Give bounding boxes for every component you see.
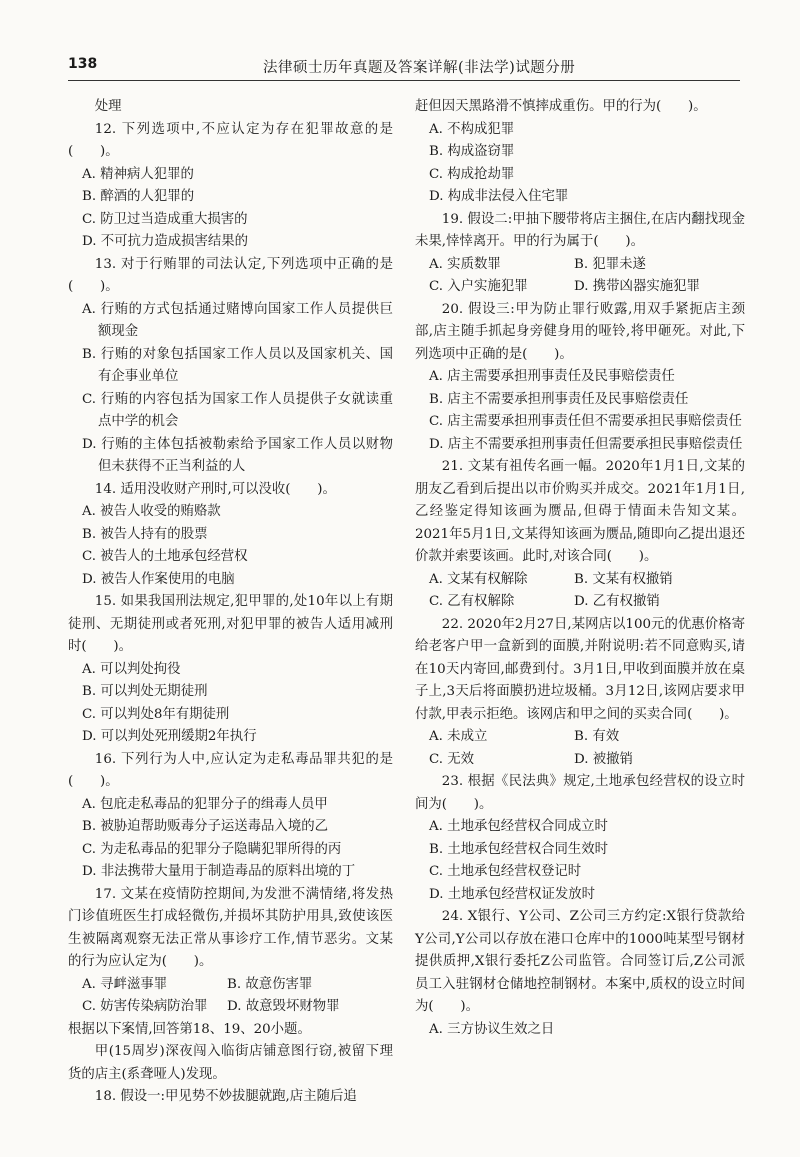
q16-option-c: C. 为走私毒品的犯罪分子隐瞒犯罪所得的丙 bbox=[82, 841, 342, 857]
page-header bbox=[68, 52, 740, 82]
question-16-stem: 16. 下列行为人中,应认定为走私毒品罪共犯的是( )。 bbox=[68, 751, 393, 789]
q21-option-b: B. 文某有权撤销 bbox=[574, 571, 673, 587]
q19-option-d: D. 携带凶器实施犯罪 bbox=[574, 279, 700, 294]
q22-option-c: C. 无效 bbox=[429, 751, 475, 767]
q15-option-a: A. 可以判处拘役 bbox=[82, 661, 181, 677]
q22-option-b: B. 有效 bbox=[574, 729, 620, 744]
question-24-stem: 24. X银行、Y公司、Z公司三方约定:X银行贷款给Y公司,Y公司以存放在港口仓库中的1000吨某型号钢材提供质押,X银行委托Z公司监管。合同签订后,Z公司派员工入驻钢材仓储地控制钢材。本案中,质权的设立时间为( )。 bbox=[415, 909, 745, 1014]
q21-options-row-1 bbox=[415, 569, 745, 592]
q16-option-a: A. 包庇走私毒品的犯罪分子的缉毒人员甲 bbox=[82, 796, 328, 812]
q17-option-c: C. 妨害传染病防治罪 bbox=[82, 999, 208, 1014]
question-15-stem: 15. 如果我国刑法规定,犯甲罪的,处10年以上有期徒刑、无期徒刑或者死刑,对犯甲罪的被告人适用减刑时( )。 bbox=[68, 594, 393, 654]
q13-option-a: A. 行贿的方式包括通过赌博向国家工作人员提供巨额现金 bbox=[82, 301, 393, 339]
q13-option-d: D. 行贿的主体包括被勒索给予国家工作人员以财物但未获得不正当利益的人 bbox=[82, 436, 393, 474]
q22-options-row-2 bbox=[415, 749, 745, 772]
question-20-stem: 20. 假设三:甲为防止罪行败露,用双手紧扼店主颈部,店主随手抓起身旁健身用的哑铃,将甲砸死。对此,下列选项中正确的是( )。 bbox=[415, 301, 745, 362]
q24-option-a: A. 三方协议生效之日 bbox=[429, 1021, 555, 1037]
q14-option-d: D. 被告人作案使用的电脑 bbox=[82, 571, 235, 587]
q20-option-b: B. 店主不需要承担刑事责任及民事赔偿责任 bbox=[429, 391, 689, 407]
q21-option-c: C. 乙有权解除 bbox=[429, 594, 515, 609]
q17-options-row-2 bbox=[68, 996, 393, 1019]
q21-option-a: A. 文某有权解除 bbox=[429, 571, 528, 587]
q22-option-d: D. 被撤销 bbox=[574, 751, 633, 767]
question-19-stem: 19. 假设二:甲抽下腰带将店主捆住,在店内翻找现金未果,悻悻离开。甲的行为属于( )。 bbox=[415, 211, 745, 249]
q14-option-c: C. 被告人的土地承包经营权 bbox=[82, 549, 248, 564]
q12-option-a: A. 精神病人犯罪的 bbox=[82, 166, 194, 182]
question-14-stem: 14. 适用没收财产刑时,可以没收( )。 bbox=[94, 481, 336, 497]
header-rule bbox=[68, 80, 740, 81]
q17-option-d: D. 故意毁坏财物罪 bbox=[227, 999, 340, 1014]
right-column bbox=[415, 96, 745, 1041]
question-17-stem: 17. 文某在疫情防控期间,为发泄不满情绪,将发热门诊值班医生打成轻微伤,并损坏其防护用具,致使该医生被隔离观察无法正常从事诊疗工作,情节恶劣。文某的行为应认定为( )。 bbox=[68, 886, 393, 969]
q12-option-c: C. 防卫过当造成重大损害的 bbox=[82, 211, 248, 227]
q16-option-d: D. 非法携带大量用于制造毒品的原料出境的丁 bbox=[82, 864, 356, 879]
q13-option-b: B. 行贿的对象包括国家工作人员以及国家机关、国有企事业单位 bbox=[82, 346, 393, 384]
question-21-stem: 21. 文某有祖传名画一幅。2020年1月1日,文某的朋友乙看到后提出以市价购买并成交。2021年1月1日,乙经鉴定得知该画为赝品,但碍于情面未告知文某。2021年5月1日,文某得知该画为赝品,随即向乙提出退还价款并索要该画。此时,对该合同( )。 bbox=[415, 459, 745, 564]
q21-option-d: D. 乙有权撤销 bbox=[574, 594, 660, 609]
q23-option-c: C. 土地承包经营权登记时 bbox=[429, 864, 582, 879]
question-13-stem: 13. 对于行贿罪的司法认定,下列选项中正确的是( )。 bbox=[68, 256, 393, 294]
q23-option-d: D. 土地承包经营权证发放时 bbox=[429, 886, 596, 902]
q13-option-c: C. 行贿的内容包括为国家工作人员提供子女就读重点中学的机会 bbox=[82, 391, 393, 429]
q20-option-a: A. 店主需要承担刑事责任及民事赔偿责任 bbox=[429, 369, 675, 384]
q18-option-b: B. 构成盗窃罪 bbox=[429, 144, 515, 159]
left-column bbox=[68, 96, 393, 1109]
q17-option-a: A. 寻衅滋事罪 bbox=[82, 976, 168, 992]
q20-option-c: C. 店主需要承担刑事责任但不需要承担民事赔偿责任 bbox=[429, 414, 742, 429]
q19-options-row-1 bbox=[415, 254, 745, 277]
q14-option-a: A. 被告人收受的贿赂款 bbox=[82, 504, 221, 519]
continued-text: 处理 bbox=[94, 99, 122, 114]
q15-option-c: C. 可以判处8年有期徒刑 bbox=[82, 706, 230, 722]
q17-options-row-1 bbox=[68, 974, 393, 997]
question-22-stem: 22. 2020年2月27日,某网店以100元的优惠价格寄给老客户甲一盒新到的面膜,并附说明:若不同意购买,请在10天内寄回,邮费到付。3月1日,甲收到面膜并放在桌子上,3天后将面膜扔进垃圾桶。3月12日,该网店要求甲付款,甲表示拒绝。该网店和甲之间的买卖合同( )。 bbox=[415, 616, 745, 722]
q19-option-b: B. 犯罪未遂 bbox=[574, 256, 646, 272]
q18-option-c: C. 构成抢劫罪 bbox=[429, 166, 515, 182]
case-intro: 根据以下案情,回答第18、19、20小题。 bbox=[68, 1021, 311, 1037]
q15-option-d: D. 可以判处死刑缓期2年执行 bbox=[82, 729, 257, 744]
page-number: 138 bbox=[68, 56, 98, 72]
question-18-stem: 18. 假设一:甲见势不妙拔腿就跑,店主随后追 bbox=[94, 1089, 357, 1104]
question-18-stem-continued: 赶但因天黑路滑不慎摔成重伤。甲的行为( )。 bbox=[415, 99, 707, 114]
q12-option-b: B. 醉酒的人犯罪的 bbox=[82, 189, 195, 204]
q12-option-d: D. 不可抗力造成损害结果的 bbox=[82, 234, 249, 249]
q16-option-b: B. 被胁迫帮助贩毒分子运送毒品入境的乙 bbox=[82, 819, 328, 834]
q15-option-b: B. 可以判处无期徒刑 bbox=[82, 684, 208, 699]
q21-options-row-2 bbox=[415, 591, 745, 614]
case-text: 甲(15周岁)深夜闯入临街店铺意图行窃,被留下理货的店主(系聋哑人)发现。 bbox=[68, 1044, 393, 1082]
running-title: 法律硕士历年真题及答案详解(非法学)试题分册 bbox=[263, 60, 576, 76]
q19-option-c: C. 入户实施犯罪 bbox=[429, 279, 528, 294]
q23-option-b: B. 土地承包经营权合同生效时 bbox=[429, 841, 609, 857]
q23-option-a: A. 土地承包经营权合同成立时 bbox=[429, 819, 608, 834]
q22-options-row-1 bbox=[415, 726, 745, 749]
q22-option-a: A. 未成立 bbox=[429, 729, 488, 744]
q14-option-b: B. 被告人持有的股票 bbox=[82, 526, 208, 542]
q19-options-row-2 bbox=[415, 276, 745, 299]
question-12-stem: 12. 下列选项中,不应认定为存在犯罪故意的是( )。 bbox=[68, 121, 393, 159]
q18-option-a: A. 不构成犯罪 bbox=[429, 121, 515, 137]
q17-option-b: B. 故意伤害罪 bbox=[227, 976, 313, 992]
question-23-stem: 23. 根据《民法典》规定,土地承包经营权的设立时间为( )。 bbox=[415, 774, 745, 812]
q20-option-d: D. 店主不需要承担刑事责任但需要承担民事赔偿责任 bbox=[429, 436, 743, 452]
q19-option-a: A. 实质数罪 bbox=[429, 256, 501, 272]
q18-option-d: D. 构成非法侵入住宅罪 bbox=[429, 189, 569, 204]
